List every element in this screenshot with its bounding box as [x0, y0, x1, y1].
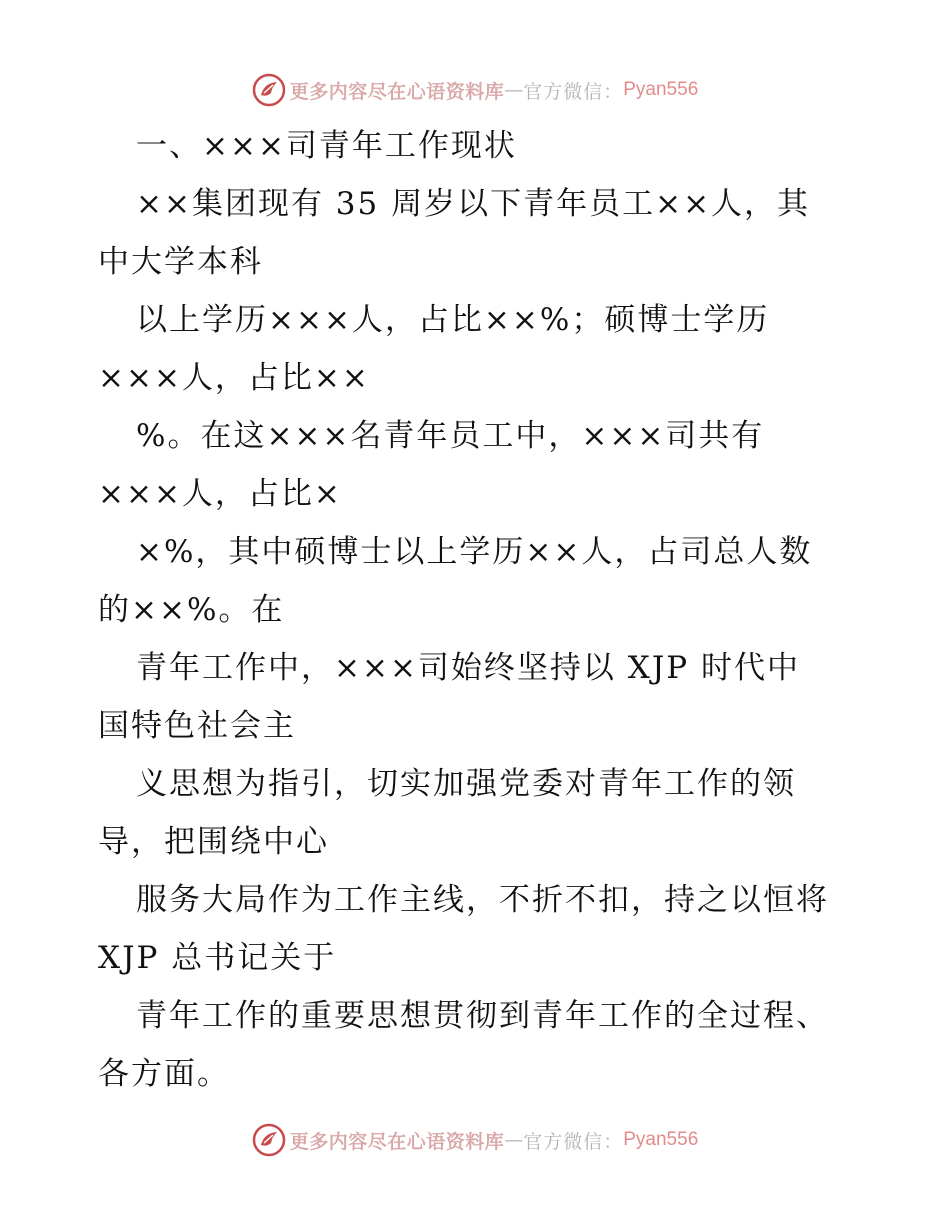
paragraph-line: 青年工作中，×××司始终坚持以 XJP 时代中 — [136, 650, 800, 686]
document-body — [98, 117, 858, 1103]
pen-heart-logo-icon — [252, 1123, 286, 1157]
paragraph-line: 的××%。在 — [98, 592, 285, 628]
paragraph-line: 各方面。 — [98, 1056, 230, 1092]
paragraph-line: XJP 总书记关于 — [98, 940, 337, 976]
paragraph-line: ×××人，占比× — [98, 476, 342, 512]
paragraph-line: %。在这×××名青年员工中，×××司共有 — [136, 418, 765, 454]
banner-dash: — — [504, 79, 524, 101]
paragraph-line: 青年工作的重要思想贯彻到青年工作的全过程、 — [136, 998, 829, 1034]
header-banner — [0, 70, 950, 110]
banner-wechat-id: Pyan556 — [623, 79, 699, 100]
section-heading: 一、×××司青年工作现状 — [136, 128, 517, 164]
paragraph-line: ××集团现有 35 周岁以下青年员工××人，其 — [136, 186, 811, 222]
paragraph-line: ×%，其中硕博士以上学历××人，占司总人数 — [136, 534, 813, 570]
banner-dash: — — [504, 1129, 524, 1151]
paragraph-line: ×××人，占比×× — [98, 360, 370, 396]
banner-slogan: 更多内容尽在心语资料库 — [289, 80, 505, 103]
banner-wechat-id: Pyan556 — [623, 1129, 699, 1150]
paragraph-line: 服务大局作为工作主线，不折不扣，持之以恒将 — [136, 882, 829, 918]
banner-wechat-label: 官方微信： — [523, 1130, 624, 1153]
paragraph-line: 义思想为指引，切实加强党委对青年工作的领 — [136, 766, 796, 802]
footer-banner — [0, 1120, 950, 1160]
paragraph-line: 以上学历×××人，占比××%；硕博士学历 — [136, 302, 770, 338]
banner-slogan: 更多内容尽在心语资料库 — [289, 1130, 505, 1153]
pen-heart-logo-icon — [252, 73, 286, 107]
banner-wechat-label: 官方微信： — [523, 80, 624, 103]
paragraph-line: 导，把围绕中心 — [98, 824, 329, 860]
paragraph-line: 国特色社会主 — [98, 708, 296, 744]
paragraph-line: 中大学本科 — [98, 244, 263, 280]
